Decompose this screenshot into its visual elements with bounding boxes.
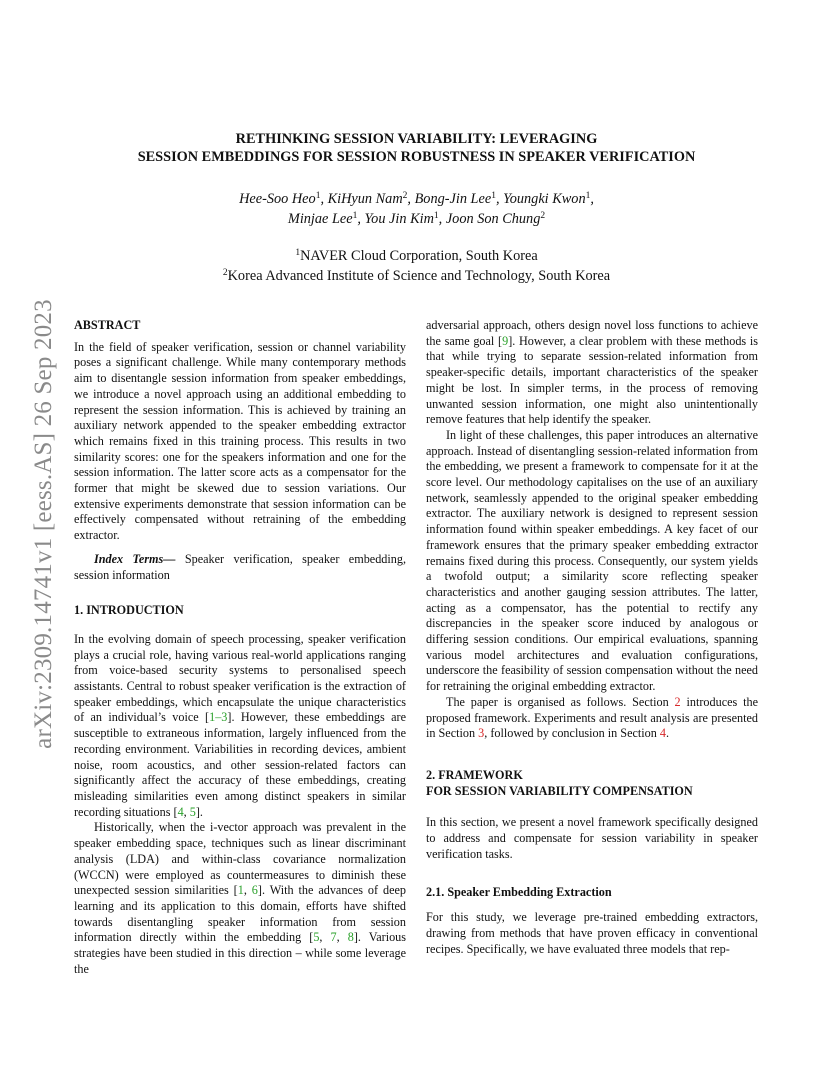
author-name: Bong-Jin Lee xyxy=(414,191,492,207)
affiliation-text: NAVER Cloud Corporation, South Korea xyxy=(300,248,538,264)
citation-link[interactable]: 1 xyxy=(209,710,216,725)
intro-paragraph-1: In the evolving domain of speech processing, speaker verification plays a crucial role, having various real-world applications ranging from voice-based security systems to personalised speech assistants. Central to robust speaker verification is the extraction of speaker embeddings, which encapsulate the unique characteristics of an individual’s voice [1–3]. However, these embeddings are susceptible to extraneous information, largely influenced from the recording environment. Variabilities in recording devices, ambient noise, room acoustics, and other session-related factors can significantly affect the accuracy of these embeddings, creating misleading similarities even among distinct speakers in similar recording situations [4, 5]. xyxy=(74,631,406,819)
affiliations xyxy=(74,246,759,286)
author-affiliation-mark: 2 xyxy=(540,211,546,221)
author-name: Hee-Soo Heo xyxy=(239,191,316,207)
citation-link[interactable]: 9 xyxy=(502,333,509,348)
section-reference-link[interactable]: 2 xyxy=(674,694,681,709)
framework-paragraph-2: For this study, we leverage pre-trained embedding extractors, drawing from methods that have proven efficacy in conventional recipes. Specifically, we have evaluated three models that rep- xyxy=(426,910,758,956)
index-terms-text: Speaker verification, speaker embedding, session information xyxy=(74,551,406,582)
author-affiliation-mark: 1 xyxy=(585,191,591,201)
author-name: You Jin Kim xyxy=(364,211,434,227)
paper-title xyxy=(74,130,759,166)
intro-paragraph-2: Historically, when the i-vector approach was prevalent in the speaker embedding space, techniques such as linear discriminant analysis (LDA) and within-class covariance normalization (WCCN) were employed as countermeasures to diminish these unexpected session similarities [1, 6]. With the advances of deep learning and its application to this domain, efforts have shifted towards disentangling speaker information from session information directly within the embedding [5, 7, 8]. Various strategies have been studied in this direction – while some leverage the xyxy=(74,820,407,976)
citation-link[interactable]: 3 xyxy=(221,710,228,725)
left-column xyxy=(74,318,406,977)
author-affiliation-mark: 1 xyxy=(433,211,439,221)
author-name: Minjae Lee xyxy=(287,211,353,227)
citation-link[interactable]: 4 xyxy=(177,804,184,819)
framework-paragraph-1: In this section, we present a novel framework specifically designed to address and compensate for session variability in speaker verification tasks. xyxy=(426,815,758,861)
abstract-heading: ABSTRACT xyxy=(74,318,141,332)
author-list: Hee-Soo Heo$^1$, KiHyun Nam$^2$, Bong-Jin Lee$^1$, Youngki Kwon$^1$, Minjae Lee$^1$, You Jin Kim$^1$, Joon Son Chung$^2$ xyxy=(239,191,594,227)
affiliation-text: Korea Advanced Institute of Science and Technology, South Korea xyxy=(227,268,611,284)
author-affiliation-mark: 1 xyxy=(352,211,358,221)
author-affiliation-mark: 1 xyxy=(491,191,496,201)
title-line-2: SESSION EMBEDDINGS FOR SESSION ROBUSTNESS IN SPEAKER VERIFICATION xyxy=(137,149,696,165)
section-reference-link[interactable]: 3 xyxy=(478,726,485,741)
citation-link[interactable]: 8 xyxy=(347,930,354,945)
author-affiliation-mark: 2 xyxy=(402,191,408,201)
section-reference-link[interactable]: 4 xyxy=(659,726,667,741)
affiliation-number: 1 xyxy=(295,248,301,258)
affiliation-line xyxy=(74,266,759,286)
citation-link[interactable]: 7 xyxy=(330,930,337,945)
abstract-text: In the field of speaker verification, session or channel variability poses a significant challenge. While many contemporary methods aim to disentangle session information from speaker embeddings, we introduce a novel approach using an additional embedding to represent the session information. This is achieved by training an auxiliary network appended to the speaker embedding extractor which remains fixed in this training process. This results in two similarity scores: one for the speakers information and one for the session information. The latter score acts as a compensator for the former that might be skewed due to session variations. Our extensive experiments demonstrate that session information can be effectively compensated without retraining of the embedding extractor. xyxy=(74,339,406,543)
author-affiliation-mark: 1 xyxy=(315,191,321,201)
title-line-1: RETHINKING SESSION VARIABILITY: LEVERAGING xyxy=(235,131,598,147)
citation-link[interactable]: 5 xyxy=(313,930,320,945)
citation-link[interactable]: 1 xyxy=(237,883,244,898)
author-name: KiHyun Nam xyxy=(327,191,403,207)
introduction-heading: 1. INTRODUCTION xyxy=(74,603,184,618)
affiliation-line xyxy=(74,246,759,266)
intro-paragraph-2-continuation: adversarial approach, others design novel loss functions to achieve the same goal [9]. However, a clear problem with these methods is that while trying to separate session-related information from speaker-specific details, important characteristics of the speaker might be lost. In simpler terms, in the process of removing unwanted session information, one might also unintentionally remove features that help identify the speaker. xyxy=(426,318,758,427)
intro-paragraph-4: The paper is organised as follows. Section 2 introduces the proposed framework. Experiments and result analysis are presented in Section 3, followed by conclusion in Section 4. xyxy=(426,694,758,741)
framework-heading: 2. FRAMEWORK FOR SESSION VARIABILITY COMPENSATION xyxy=(426,767,693,798)
author-name: Youngki Kwon xyxy=(503,191,586,207)
arxiv-identifier: arXiv:2309.14741v1 [eess.AS] 26 Sep 2023 xyxy=(30,299,57,749)
index-terms xyxy=(74,552,406,583)
citation-link[interactable]: 6 xyxy=(251,883,258,898)
affiliation-number: 2 xyxy=(222,268,228,278)
index-terms-label: Index Terms— xyxy=(94,551,176,566)
subsection-heading: 2.1. Speaker Embedding Extraction xyxy=(426,884,612,899)
right-column xyxy=(426,318,758,957)
author-name: Joon Son Chung xyxy=(445,211,541,227)
intro-paragraph-3: In light of these challenges, this paper introduces an alternative approach. Instead of disentangling session-related information from the embedding, we present a framework to compensate for it at the score level. Our methodology capitalises on the use of an auxiliary network, seamlessly appended to the original speaker embedding extractor. The auxiliary network is designed to represent session information found within speaker embeddings. A key facet of our framework ensures that the primary speaker embedding extractor remains fixed during this process. Consequently, our system yields a twofold output; a similarity score reflecting speaker characteristics and another gauging session attributes. The latter, acting as a compensator, has the potential to rectify any discrepancies in the speaker score induced by analogous or differing session conditions. Our empirical evaluations, spanning various model architectures and evaluation configurations, underscore the feasibility of session compensation without the need for retraining the original embedding extractor. xyxy=(426,427,758,694)
intro-paragraph-2-continued: ]. Various strategies have been studied in this direction – while some leverage the xyxy=(74,930,407,976)
citation-link[interactable]: 5 xyxy=(189,804,196,819)
